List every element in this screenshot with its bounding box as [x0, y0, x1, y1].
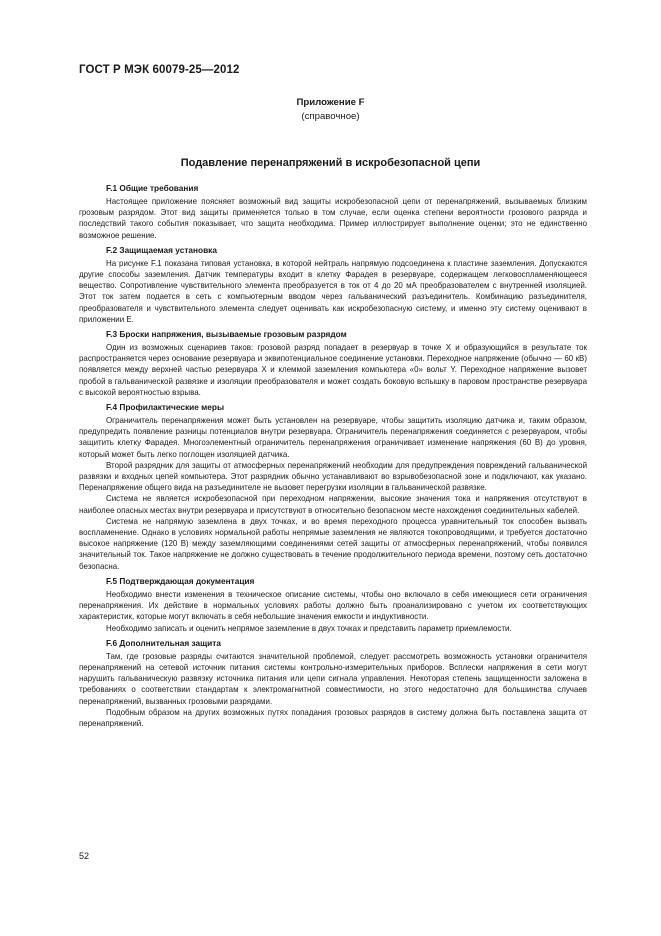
section-heading: F.6 Дополнительная защита — [106, 637, 221, 648]
paragraph: Необходимо записать и оценить непрямое заземление в двух точках и представить параметр приемлемости. — [106, 623, 512, 633]
section-f3 — [79, 328, 587, 398]
section-f4 — [79, 401, 587, 572]
annex-heading — [0, 96, 661, 124]
paragraph: Необходимо внести изменения в техническое описание системы, чтобы оно включало в себя имеющиеся сети ограничения перенапряжения. Их действие в нормальных условиях работы должно быть проанализировано с учетом их соответствующих характеристик, которые могут включать в себя небольшие значения емкости и индуктивности. — [79, 589, 587, 622]
document-body — [79, 182, 587, 729]
section-heading: F.5 Подтверждающая документация — [106, 575, 255, 586]
section-heading: F.4 Профилактические меры — [106, 402, 225, 413]
section-f5 — [79, 575, 587, 634]
annex-label: Приложение F — [296, 97, 365, 108]
paragraph: На рисунке F.1 показана типовая установка, в которой нейтраль напрямую подсоединена к пластине заземления. Допускаются другие способы заземления. Датчик температуры входит в клетку Фарадея в резервуаре, содержащем легковоспламеняющееся вещество. Сопротивление чувствительного элемента преобразуется в ток от 4 до 20 мА преобразователем с внутренней изоляцией. Этот ток затем подается в сеть с компьютерным вводом через гальванический разъединитель. Комбинацию разъединителя, преобразователя и чувствительного элемента следует оценивать как искробезопасную систему, и именно эту систему оценивают в приложении Е. — [79, 258, 587, 324]
paragraph: Там, где грозовые разряды считаются значительной проблемой, следует рассмотреть возможность установки ограничителя перенапряжений на сетевой источник питания системы контрольно-измерительных приборов. Всплески напряжения в сети могут нарушить гальваническую развязку источника питания или цепи сигнала управления. Некоторая степень защищенности заложена в требованиях о соответствии стандартам к электромагнитной совместимости, но этого недостаточно для большинства случаев перенапряжений, вызванных грозовыми разрядами. — [79, 651, 587, 706]
section-heading: F.1 Общие требования — [106, 183, 199, 193]
annex-note: (справочное) — [301, 111, 360, 122]
section-f2 — [79, 244, 587, 325]
section-f1 — [79, 182, 587, 241]
paragraph: Подобным образом на других возможных путях попадания грозовых разрядов в систему должна быть поставлена защита от перенапряжений. — [79, 707, 587, 728]
paragraph: Один из возможных сценариев таков: грозовой разряд попадает в резервуар в точке X и образующийся в результате ток распространяется через основание резервуара и эквипотенциальное соединение установки. Переходное напряжение (обычно — 60 кВ) появляется между верхней частью резервуара X и клеммой заземления компьютера «0» вольт Y. Переходное напряжение вызовет пробой в гальванической развязке и изоляции преобразователя и может создать боковую вспышку в паровом пространстве резервуара с высокой вероятностью взрыва. — [79, 343, 587, 397]
paragraph: Ограничитель перенапряжения может быть установлен на резервуаре, чтобы защитить изоляцию датчика и, таким образом, предупредить появление разницы потенциалов внутри резервуара. Ограничитель перенапряжения соединяется с резервуаром, чтобы защитить клетку Фарадея. Многоэлементный ограничитель перенапряжения ограничивает изменение напряжения (60 В) до уровня, который может быть легко поглощен изоляцией датчика. — [79, 416, 587, 459]
section-heading: F.3 Броски напряжения, вызываемые грозовым разрядом — [106, 329, 347, 340]
paragraph: Система не напрямую заземлена в двух точках, и во время переходного процесса уравнительный ток способен вызвать воспламенение. Однако в условиях нормальной работы непрямые заземления не являются токопроводящими, и требуется достаточно высокое напряжение (120 В) между заземляющими соединениями сетей защиты от атмосферных перенапряжений, чтобы появился значительный ток. Такое напряжение не должно существовать в течение продолжительного периода времени, поэтому сеть достаточно безопасна. — [79, 516, 587, 571]
document-header: ГОСТ Р МЭК 60079-25—2012 — [79, 64, 240, 76]
section-heading: F.2 Защищаемая установка — [106, 244, 217, 255]
page-title: Подавление перенапряжений в искробезопасной цепи — [180, 157, 481, 169]
paragraph: Второй разрядник для защиты от атмосферных перенапряжений необходим для предупреждения повреждений гальванической развязки и входных цепей компьютера. Этот разрядник обычно устанавливают во взрывобезопасной зоне и подключают, как указано. Перенапряжение общего вида на разъединителе не вызовет перегрузки изоляции в гальванической развязке. — [79, 460, 587, 493]
page-number: 52 — [79, 851, 90, 861]
paragraph: Система не является искробезопасной при переходном напряжении, высокие значения тока и напряжения отсутствуют в наиболее опасных местах внутри резервуара и присутствуют в относительно безопасном месте нахождения соединительных кабелей. — [79, 494, 587, 515]
section-f6 — [79, 637, 587, 729]
paragraph: Настоящее приложение поясняет возможный вид защиты искробезопасной цепи от перенапряжений, вызываемых близким грозовым разрядом. Этот вид защиты применяется только в том случае, если оценка степени вероятности грозового разряда и последствий такого события показывает, что защита необходима. Пример иллюстрирует выполнение оценки; это не единственно возможное решение. — [79, 197, 587, 240]
